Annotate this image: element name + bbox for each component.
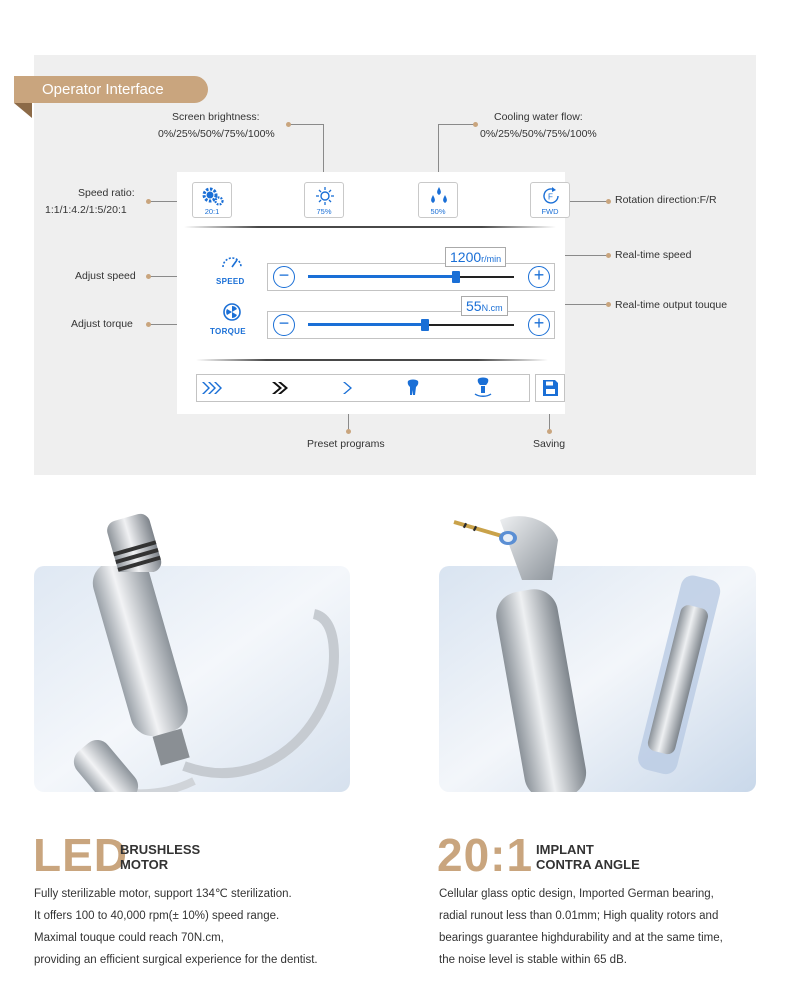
preset-programs-label: Preset programs <box>307 438 385 450</box>
brightness-button[interactable] <box>304 182 344 218</box>
adjust-torque-label: Adjust torque <box>71 318 133 330</box>
speed-ratio-caption: 20:1 <box>204 207 220 216</box>
motor-head-image <box>95 512 175 572</box>
torque-increase-button[interactable]: + <box>528 314 550 336</box>
speed-slider-handle[interactable] <box>452 271 460 283</box>
feature-1-sub1: BRUSHLESS <box>120 842 201 857</box>
feature-2-big: 20:1 <box>437 829 534 881</box>
feature-1-sub2: MOTOR <box>120 857 169 872</box>
speed-increase-button[interactable]: + <box>528 266 550 288</box>
feature-2-line: radial runout less than 0.01mm; High quality rotors and <box>439 910 719 922</box>
operator-interface-tag: Operator Interface <box>14 76 208 103</box>
torque-decrease-button[interactable]: − <box>273 314 295 336</box>
speed-readout <box>445 247 506 267</box>
speed-label: SPEED <box>216 277 245 286</box>
feature-2-sub2: CONTRA ANGLE <box>536 857 640 872</box>
feature-2-line: Cellular glass optic design, Imported German bearing, <box>439 888 714 900</box>
single-chevron-icon[interactable] <box>340 380 354 396</box>
save-button[interactable] <box>535 374 565 402</box>
leader-dot <box>606 199 611 204</box>
cooling-values: 0%/25%/50%/75%/100% <box>480 128 597 140</box>
feature-1-line: Fully sterilizable motor, support 134℃ sterilization. <box>34 888 292 900</box>
torque-unit: N.cm <box>481 303 503 313</box>
double-chevron-icon[interactable] <box>270 380 290 396</box>
torque-value: 55 <box>466 298 482 314</box>
speed-ratio-values: 1:1/1:4.2/1:5/20:1 <box>45 204 127 216</box>
cooling-water-button[interactable] <box>418 182 458 218</box>
adjust-speed-label: Adjust speed <box>75 270 136 282</box>
speed-unit: r/min <box>481 254 502 264</box>
cooling-title: Cooling water flow: <box>494 111 583 123</box>
screen-divider <box>196 359 548 361</box>
torque-slider-handle[interactable] <box>421 319 429 331</box>
feature-2-line: bearings guarantee highdurability and at the same time, <box>439 932 723 944</box>
torque-fill <box>308 323 425 326</box>
feature-1-line: It offers 100 to 40,000 rpm(± 10%) speed range. <box>34 910 280 922</box>
motor-photo <box>34 566 350 792</box>
saving-label: Saving <box>533 438 566 450</box>
triple-chevron-icon[interactable] <box>200 380 224 396</box>
rotation-direction-label: Rotation direction:F/R <box>615 194 717 206</box>
screen-divider <box>184 226 556 228</box>
speed-value: 1200 <box>450 249 482 265</box>
leader-line <box>438 124 474 125</box>
real-time-torque-label: Real-time output touque <box>615 299 728 311</box>
tag-fold <box>14 103 32 118</box>
leader-dot <box>146 322 151 327</box>
tooth-icon[interactable] <box>404 378 422 398</box>
speed-ratio-title: Speed ratio: <box>78 187 135 199</box>
torque-icon <box>221 302 243 322</box>
contra-angle-photo <box>439 566 756 792</box>
leader-dot <box>606 302 611 307</box>
leader-dot <box>346 429 351 434</box>
screen-brightness-title: Screen brightness: <box>172 111 260 123</box>
screen-brightness-values: 0%/25%/50%/75%/100% <box>158 128 275 140</box>
brightness-caption: 75% <box>316 207 332 216</box>
leader-line <box>290 124 324 125</box>
speed-decrease-button[interactable]: − <box>273 266 295 288</box>
real-time-speed-label: Real-time speed <box>615 249 692 261</box>
leader-dot <box>286 122 291 127</box>
implant-icon[interactable] <box>472 377 494 399</box>
leader-dot <box>547 429 552 434</box>
torque-readout <box>461 296 508 316</box>
speed-ratio-button[interactable] <box>192 182 232 218</box>
rotation-direction-button[interactable] <box>530 182 570 218</box>
feature-2-line: the noise level is stable within 65 dB. <box>439 954 627 966</box>
feature-1-big: LED <box>33 829 128 881</box>
cooling-caption: 50% <box>430 207 446 216</box>
feature-2-sub1: IMPLANT <box>536 842 594 857</box>
leader-dot <box>146 274 151 279</box>
leader-dot <box>606 253 611 258</box>
save-icon <box>536 375 564 401</box>
speedometer-icon <box>218 252 246 270</box>
feature-1-line: Maximal touque could reach 70N.cm, <box>34 932 224 944</box>
leader-dot <box>146 199 151 204</box>
rotation-caption: FWD <box>541 207 559 216</box>
feature-1-line: providing an efficient surgical experience for the dentist. <box>34 954 318 966</box>
svg-text:F: F <box>548 192 553 202</box>
contra-angle-head-image <box>452 510 572 580</box>
speed-fill <box>308 275 456 278</box>
leader-dot <box>473 122 478 127</box>
torque-label: TORQUE <box>210 327 246 336</box>
